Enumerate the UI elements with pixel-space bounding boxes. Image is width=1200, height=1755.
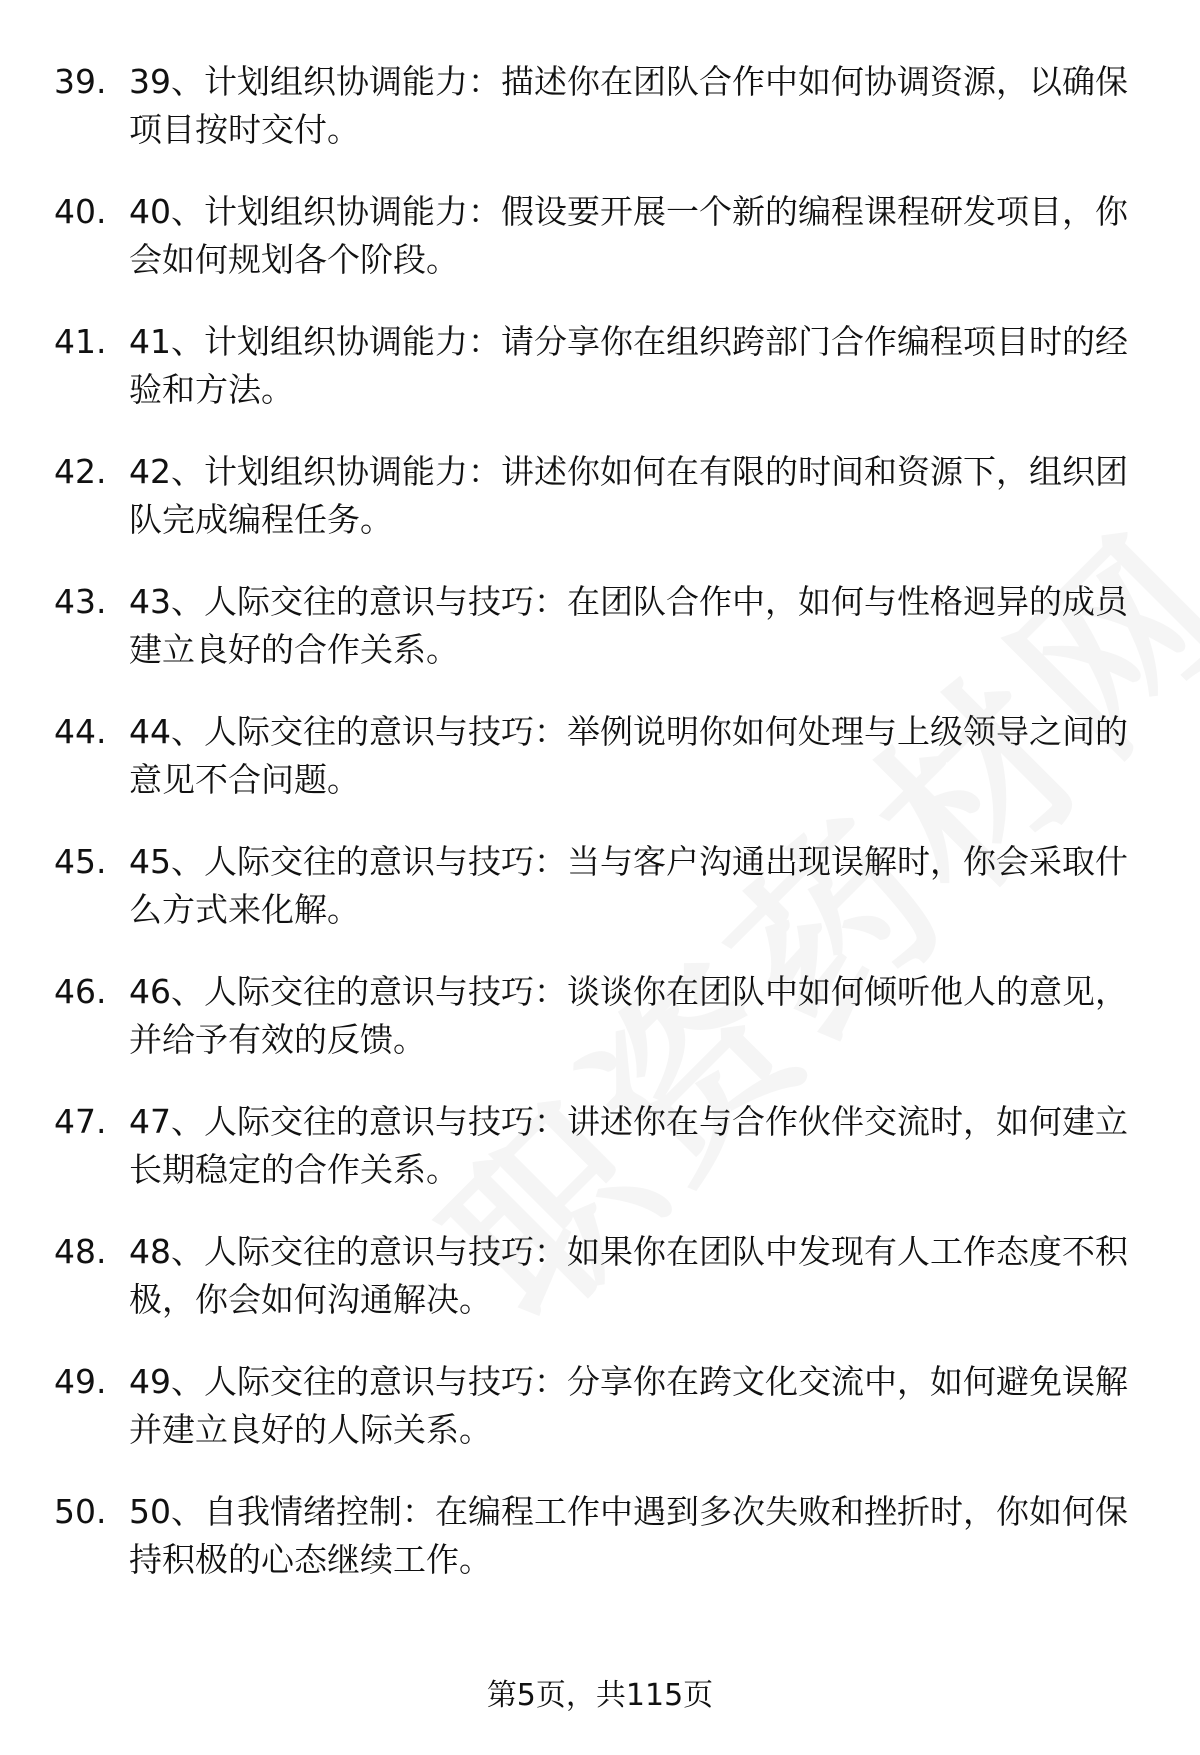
question-number: 47.: [54, 1102, 107, 1141]
list-item: [0, 838, 1200, 968]
question-text: 48、人际交往的意识与技巧：如果你在团队中发现有人工作态度不积极，你会如何沟通解决。: [129, 1232, 1128, 1319]
page-footer: 第5页，共115页: [486, 1678, 714, 1713]
question-number: 43.: [54, 582, 107, 621]
question-text: 44、人际交往的意识与技巧：举例说明你如何处理与上级领导之间的意见不合问题。: [129, 712, 1128, 799]
list-item: [0, 578, 1200, 708]
list-item: [0, 448, 1200, 578]
question-number: 44.: [54, 712, 107, 751]
list-item: [0, 58, 1200, 188]
question-number: 49.: [54, 1362, 107, 1401]
question-text: 46、人际交往的意识与技巧：谈谈你在团队中如何倾听他人的意见，并给予有效的反馈。: [129, 972, 1128, 1059]
question-text: 40、计划组织协调能力：假设要开展一个新的编程课程研发项目，你会如何规划各个阶段。: [129, 192, 1128, 279]
question-text: 39、计划组织协调能力：描述你在团队合作中如何协调资源，以确保项目按时交付。: [129, 62, 1128, 149]
list-item: [0, 188, 1200, 318]
list-item: [0, 968, 1200, 1098]
list-item: [0, 708, 1200, 838]
question-number: 41.: [54, 322, 107, 361]
list-item: [0, 318, 1200, 448]
question-text: 45、人际交往的意识与技巧：当与客户沟通出现误解时，你会采取什么方式来化解。: [129, 842, 1128, 929]
question-number: 48.: [54, 1232, 107, 1271]
question-text: 47、人际交往的意识与技巧：讲述你在与合作伙伴交流时，如何建立长期稳定的合作关系。: [129, 1102, 1128, 1189]
question-number: 46.: [54, 972, 107, 1011]
question-text: 43、人际交往的意识与技巧：在团队合作中，如何与性格迥异的成员建立良好的合作关系。: [129, 582, 1128, 669]
question-list: [0, 58, 1200, 1618]
list-item: [0, 1358, 1200, 1488]
question-number: 45.: [54, 842, 107, 881]
question-text: 50、自我情绪控制：在编程工作中遇到多次失败和挫折时，你如何保持积极的心态继续工作。: [129, 1492, 1128, 1579]
question-number: 50.: [54, 1492, 107, 1531]
question-text: 42、计划组织协调能力：讲述你如何在有限的时间和资源下，组织团队完成编程任务。: [129, 452, 1128, 539]
question-number: 39.: [54, 62, 107, 101]
list-item: [0, 1488, 1200, 1618]
question-number: 42.: [54, 452, 107, 491]
list-item: [0, 1228, 1200, 1358]
question-text: 41、计划组织协调能力：请分享你在组织跨部门合作编程项目时的经验和方法。: [129, 322, 1128, 409]
question-number: 40.: [54, 192, 107, 231]
question-text: 49、人际交往的意识与技巧：分享你在跨文化交流中，如何避免误解并建立良好的人际关系。: [129, 1362, 1128, 1449]
list-item: [0, 1098, 1200, 1228]
